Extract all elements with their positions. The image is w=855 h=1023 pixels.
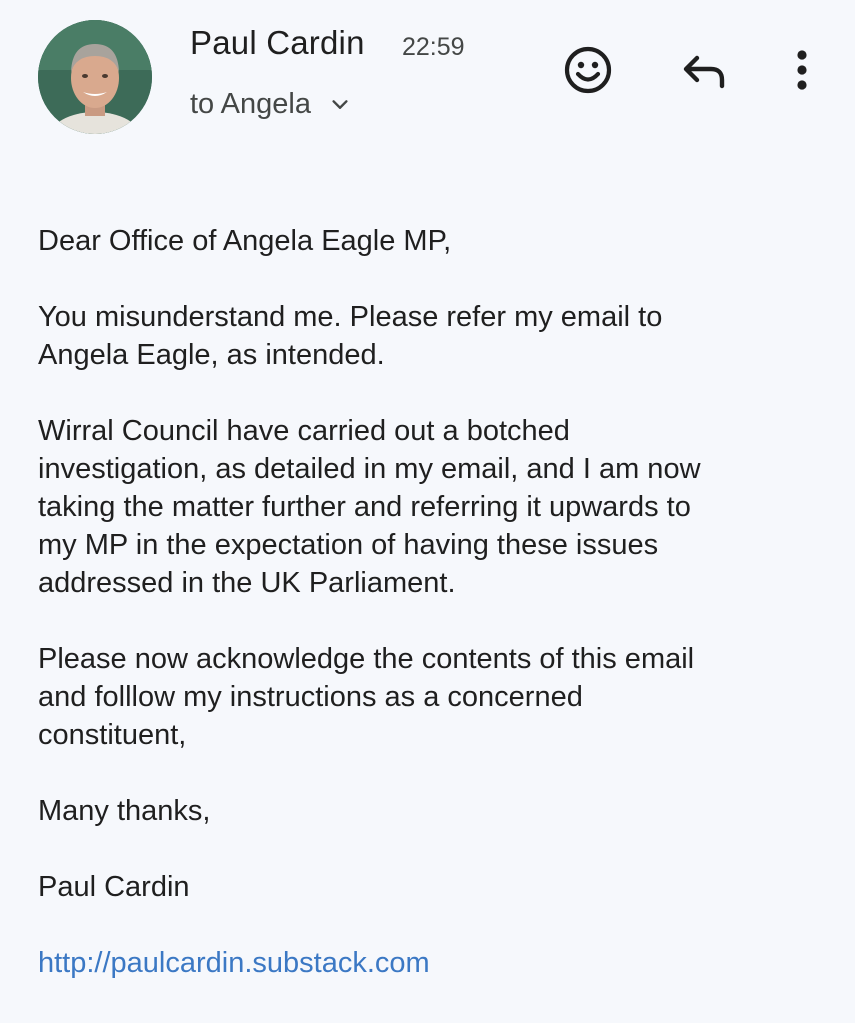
smiley-icon	[562, 44, 614, 96]
recipient-details-toggle[interactable]	[190, 88, 351, 121]
message-greeting: Dear Office of Angela Eagle MP,	[38, 225, 452, 257]
more-options-button[interactable]	[774, 42, 830, 98]
sender-name[interactable]: Paul Cardin	[190, 24, 365, 61]
avatar[interactable]	[38, 20, 152, 134]
recipient-label: to Angela	[190, 88, 311, 120]
message-signature: Paul Cardin	[38, 871, 190, 903]
add-reaction-button[interactable]	[560, 42, 616, 98]
reply-icon	[677, 44, 729, 96]
message-time: 22:59	[402, 33, 465, 61]
more-vert-icon	[774, 42, 830, 98]
message-paragraph: You misunderstand me. Please refer my email to Angela Eagle, as intended.	[38, 301, 663, 371]
message-body	[38, 222, 828, 1020]
chevron-down-icon	[329, 94, 351, 116]
avatar-photo	[38, 20, 152, 134]
message-paragraph: Wirral Council have carried out a botched investigation, as detailed in my email, and I am now taking the matter further and referring it upwards to my MP in the expectation of having these issues addressed in the UK Parliament.	[38, 415, 701, 599]
reply-button[interactable]	[675, 42, 731, 98]
message-signoff: Many thanks,	[38, 795, 211, 827]
message-paragraph: Please now acknowledge the contents of this email and folllow my instructions as a concerned constituent,	[38, 643, 695, 751]
substack-link[interactable]: http://paulcardin.substack.com	[38, 947, 430, 979]
